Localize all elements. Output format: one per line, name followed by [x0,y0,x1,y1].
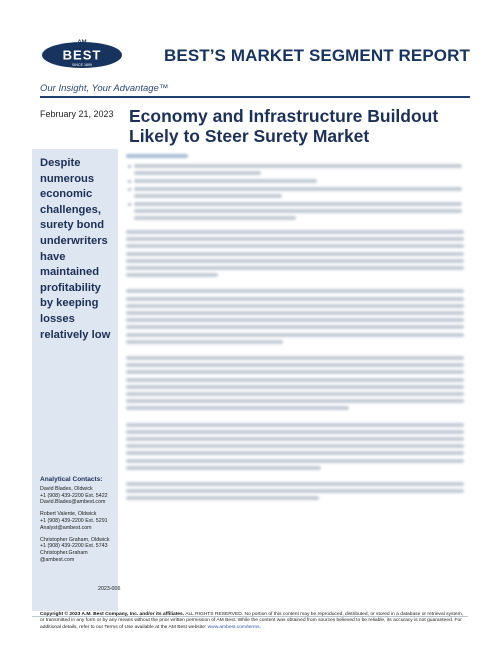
blurred-text-line [126,289,464,293]
footer-copyright: Copyright © 2023 A.M. Best Company, Inc. and/or its affiliates. [40,612,185,617]
blurred-text-line [126,311,464,315]
logo-since: SINCE 1899 [72,63,92,67]
report-title [129,106,459,146]
contact-email[interactable]: Christopher.Graham [40,550,88,557]
blurred-heading [126,154,188,158]
contact-line: +1 (908) 439-2200 Ext. 5291 [40,517,108,524]
blurred-text-line [126,459,464,463]
header-rule [40,96,470,98]
analytical-contacts [40,477,120,569]
blurred-text-line [134,187,462,191]
report-date: February 21, 2023 [40,109,114,119]
blurred-text-line [126,399,464,403]
blurred-text-line [126,370,464,374]
blurred-text-line [134,202,462,206]
blurred-text-line [134,171,261,175]
blurred-text-line [126,273,218,277]
contact-block [40,486,120,506]
contacts-heading: Analytical Contacts: [40,476,103,483]
blurred-bullet [128,180,131,183]
blurred-text-line [134,209,462,213]
blurred-text-line [126,437,464,441]
tagline: Our Insight, Your Advantage™ [40,83,169,94]
blurred-text-line [126,406,349,410]
blurred-text-line [126,356,464,360]
pull-quote: Despite numerous economic challenges, surety bond underwriters have maintained profitability by keeping losses relatively low [40,157,111,341]
blurred-bullet [128,188,131,191]
blurred-body-text [126,150,464,615]
blurred-text-line [126,333,464,337]
contact-line: +1 (908) 439-2200 Ext. 5422 [40,492,108,499]
blurred-text-line [126,252,464,256]
footer-rights: ALL RIGHTS RESERVED. No portion of this content may be reproduced, distributed, or stored in a database or retrieval system, or transmitted in any form or by any means without the prior written permission of AM Best. While the content was obtained from sources believed to be reliable, its accuracy is not guaranteed. For additional details, refer to our Terms of Use available at the AM Best website: [40,612,464,630]
contact-block [40,537,120,564]
logo-best: BEST [62,47,102,63]
logo-am: AM [77,40,87,46]
blurred-text-line [126,304,464,308]
blurred-text-line [126,378,464,382]
contact-email[interactable]: Analyst@ambest.com [40,524,92,531]
footer-disclaimer [40,612,465,631]
contact-line: +1 (908) 439-2200 Ext. 5743 [40,543,108,550]
am-best-logo [40,38,130,78]
blurred-text-line [134,164,462,168]
blurred-text-line [126,496,319,500]
contact-line: David Blades, Oldwick [40,485,93,492]
blurred-text-line [126,430,464,434]
contact-line: Robert Valente, Oldwick [40,511,97,518]
blurred-text-line [126,325,464,329]
blurred-text-line [126,451,464,455]
contact-email[interactable]: @ambest.com [40,556,75,563]
contact-email[interactable]: David.Blades@ambest.com [40,499,106,506]
report-number: 2023-006 [98,586,121,592]
blurred-text-line [126,392,464,396]
blurred-text-line [126,363,464,367]
blurred-text-line [126,340,283,344]
contact-block [40,511,120,531]
blurred-text-line [134,216,296,220]
terms-link[interactable]: www.ambest.com/terms [207,624,260,630]
blurred-text-line [134,179,317,183]
blurred-text-line [134,194,282,198]
blurred-text-line [126,259,464,263]
blurred-text-line [126,318,464,322]
blurred-text-line [126,266,464,270]
contact-line: Christopher Graham, Oldwick [40,536,110,543]
footer-end: . [259,624,261,630]
blurred-text-line [126,297,464,301]
blurred-text-line [126,466,321,470]
blurred-text-line [126,230,464,234]
blurred-text-line [126,237,464,241]
blurred-text-line [126,423,464,427]
title-line-1: Economy and Infrastructure Buildout [129,106,439,126]
title-line-2: Likely to Steer Surety Market [129,126,370,146]
report-series-title: BEST’S MARKET SEGMENT REPORT [164,46,470,65]
blurred-text-line [126,482,464,486]
blurred-text-line [126,244,464,248]
blurred-bullet [128,165,131,168]
blurred-bullet [128,203,131,206]
blurred-text-line [126,444,464,448]
blurred-text-line [126,489,464,493]
blurred-text-line [126,385,464,389]
